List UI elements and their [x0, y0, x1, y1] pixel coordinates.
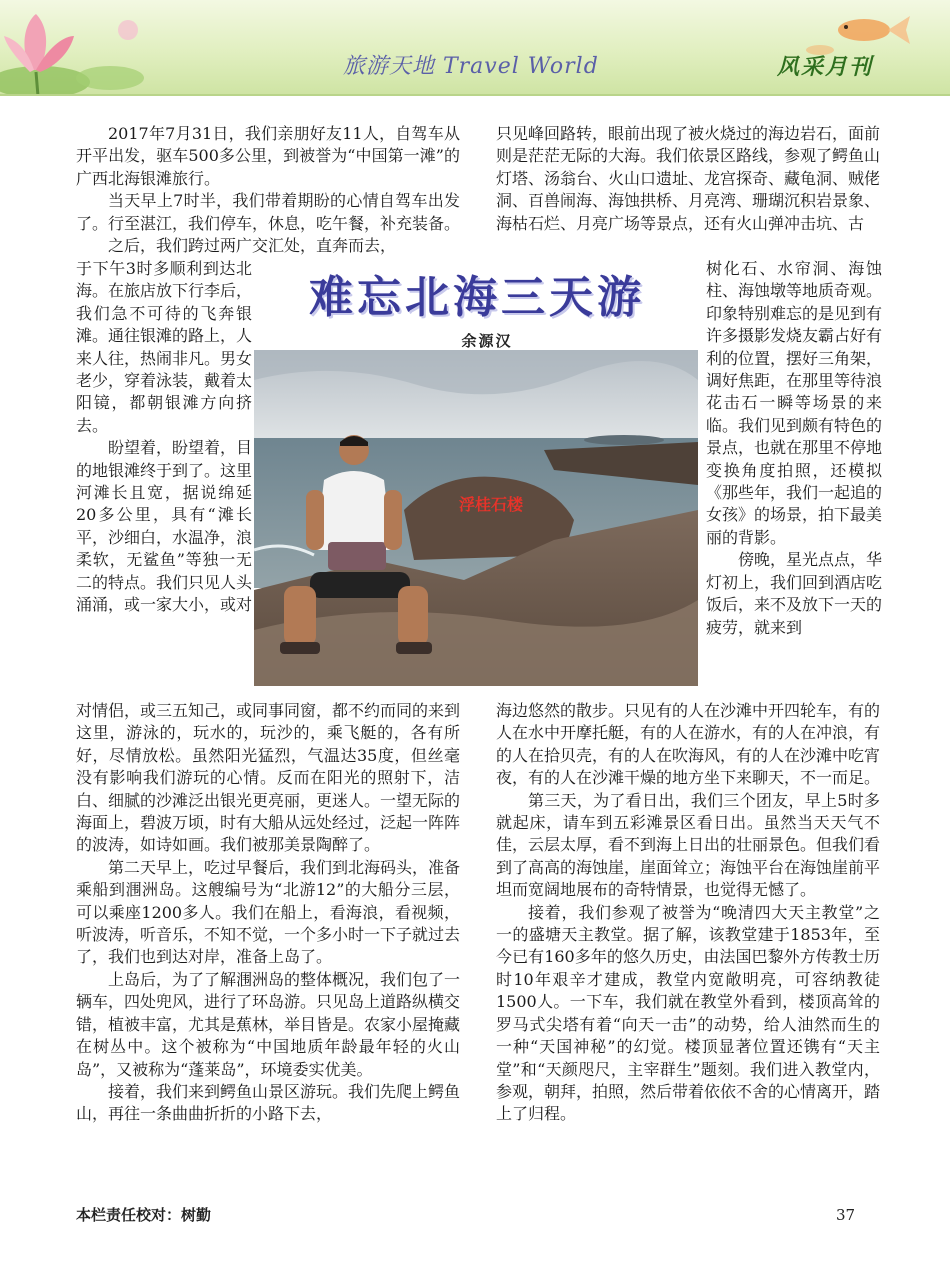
paragraph: 上岛后，为了了解涠洲岛的整体概况，我们包了一辆车，四处兜风，进行了环岛游。只见岛上道路纵横交错，植被丰富，尤其是蕉林，举目皆是。农家小屋掩藏在树丛中。这个被称为“中国地质年龄最年轻的火山岛”，又被称为“蓬莱岛”，环境委实优美。	[76, 969, 460, 1079]
paragraph: 傍晚，星光点点，华灯初上，我们回到酒店吃饭后，来不及放下一天的疲劳，就来到	[706, 550, 882, 637]
article-author: 余源汉	[461, 332, 513, 350]
article-title: 难忘北海三天游	[309, 272, 645, 323]
proofreader-credit: 本栏责任校对：树勤	[76, 1206, 212, 1224]
section-title: 旅游天地 Travel World	[343, 54, 599, 79]
seaside-photo	[254, 350, 698, 686]
paragraph: 树化石、水帘洞、海蚀柱、海蚀墩等地质奇观。印象特别难忘的是见到有许多摄影发烧友霸占好有利的位置，摆好三角架，调好焦距，在那里等待浪花击石一瞬等场景的来临。我们见到颇有特色的景点，也就在那里不停地变换角度拍照，还模拟《那些年，我们一起追的女孩》的场景，拍下最美丽的背影。	[706, 259, 882, 547]
rock-inscription: 浮桂石楼	[459, 495, 524, 514]
paragraph: 当天早上7时半，我们带着期盼的心情自驾车出发了。行至湛江，我们停车，休息，吃午餐，补充装备。	[76, 191, 460, 233]
paragraph: 接着，我们来到鳄鱼山景区游玩。我们先爬上鳄鱼山，再往一条曲曲折折的小路下去，	[76, 1081, 460, 1124]
paragraph: 只见峰回路转，眼前出现了被火烧过的海边岩石，面前则是茫茫无际的大海。我们依景区路线，参观了鳄鱼山灯塔、汤翁台、火山口遗址、龙宫探奇、藏龟洞、贼佬洞、百兽闹海、海蚀拱桥、月亮湾、珊瑚沉积岩景象、海枯石烂、月亮广场等景点，还有火山弹冲击坑、古	[496, 124, 880, 233]
paragraph: 2017年7月31日，我们亲朋好友11人，自驾车从开平出发，驱车500多公里，到被誉为“中国第一滩”的广西北海银滩旅行。	[76, 124, 460, 188]
lotus-decoration-icon	[0, 0, 170, 96]
body-text-left-wrap	[76, 258, 252, 694]
body-text-left-bottom	[76, 700, 460, 1180]
page-number: 37	[836, 1206, 856, 1224]
paragraph: 于下午3时多顺利到达北海。在旅店放下行李后，我们急不可待的飞奔银滩。通往银滩的路上，人来人往，热闹非凡。男女老少，穿着泳装，戴着太阳镜，都朝银滩方向挤去。	[76, 259, 252, 435]
body-text-right-bottom	[496, 700, 880, 1180]
paragraph: 海边悠然的散步。只见有的人在沙滩中开四轮车，有的人在水中开摩托艇，有的人在游水，有的人在冲浪，有的人在拾贝壳，有的人在吹海风，有的人在沙滩中吃宵夜，有的人在沙滩干燥的地方坐下来聊天，不一而足。	[496, 701, 880, 788]
paragraph: 之后，我们跨过两广交汇处，直奔而去，	[108, 236, 397, 256]
paragraph: 对情侣，或三五知己，或同事同窗，都不约而同的来到这里，游泳的，玩水的，玩沙的，乘飞艇的，各有所好，尽情放松。虽然阳光猛烈，气温达35度，但丝毫没有影响我们游玩的心情。反而在阳光的照射下，洁白、细腻的沙滩泛出银光更亮丽，更迷人。一望无际的海面上，碧波万顷，时有大船从远处经过，泛起一阵阵的波涛，如诗如画。我们被那美景陶醉了。	[76, 701, 460, 855]
page-header-band	[0, 0, 950, 96]
body-text-right-top	[496, 123, 880, 257]
body-text-right-wrap	[706, 258, 882, 694]
paragraph: 第三天，为了看日出，我们三个团友，早上5时多就起床，请车到五彩滩景区看日出。虽然当天天气不佳，云层太厚，看不到海上日出的壮丽景色。但我们看到了高高的海蚀崖，崖面耸立；海蚀平台在海蚀崖前平坦而宽阔地展布的奇特情景，也觉得无憾了。	[496, 790, 880, 900]
body-text-left-top	[76, 123, 460, 279]
magazine-name: 风采月刊	[777, 54, 874, 80]
paragraph: 第二天早上，吃过早餐后，我们到北海码头，准备乘船到涠洲岛。这艘编号为“北游12”的大船分三层，可以乘座1200多人。我们在船上，看海浪，看视频，听波涛，听音乐，不知不觉，一个多小时一下子就过去了，我们也到达对岸，准备上岛了。	[76, 857, 460, 967]
paragraph: 盼望着，盼望着，目的地银滩终于到了。这里河滩长且宽，据说绵延20多公里，具有“滩长平，沙细白，水温净，浪柔软，无鲨鱼”等独一无二的特点。我们只见人头涌涌，或一家大小，或对	[76, 438, 252, 615]
paragraph: 接着，我们参观了被誉为“晚清四大天主教堂”之一的盛塘天主教堂。据了解，该教堂建于1853年，至今已有160多年的悠久历史，由法国巴黎外方传教士历时10年艰辛才建成，教堂内宽敞明亮，可容纳教徒1500人。一下车，我们就在教堂外看到，楼顶高耸的罗马式尖塔有着“向天一击”的动势，给人油然而生的一种“天国神秘”的幻觉。楼顶显著位置还镌有“天主堂”和“天颜咫尺，主宰群生”题刻。我们进入教堂内，参观，朝拜，拍照，然后带着依依不舍的心情离开，踏上了归程。	[496, 902, 880, 1124]
